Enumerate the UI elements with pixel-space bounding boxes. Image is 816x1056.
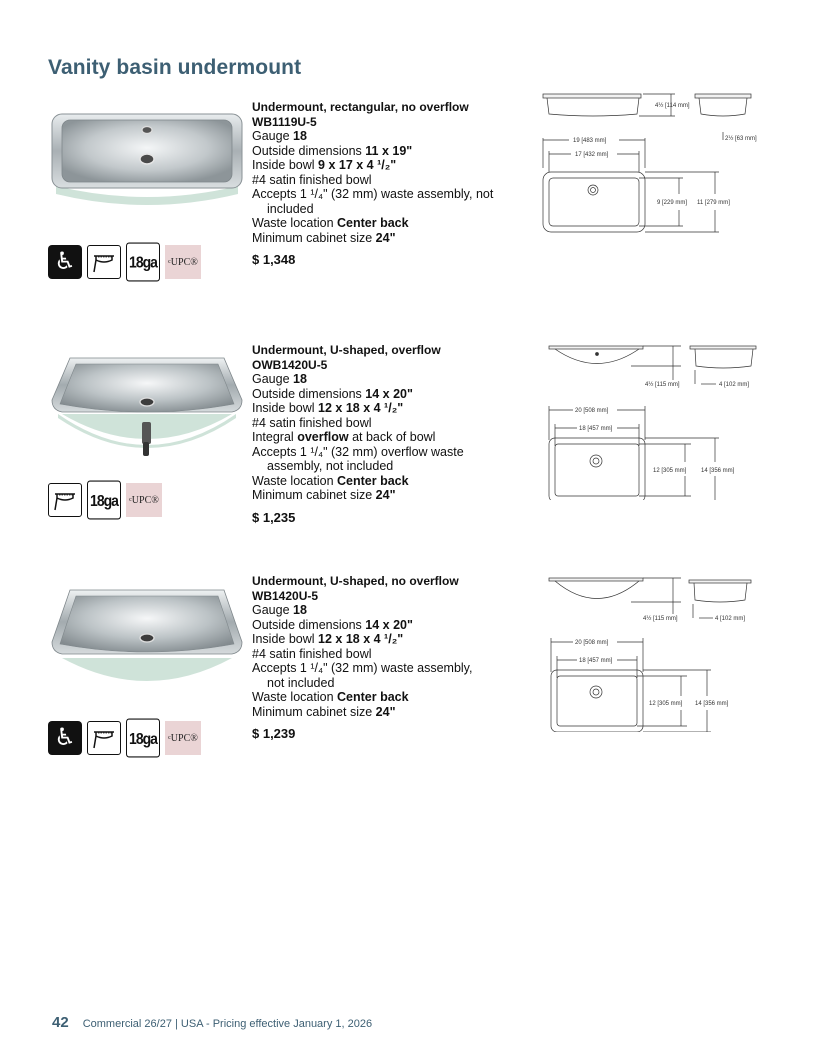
- svg-text:20 [508 mm]: 20 [508 mm]: [575, 640, 609, 646]
- wheelchair-accessible-icon: ♿: [48, 721, 82, 755]
- undermount-icon: [87, 721, 121, 755]
- spec-cabinet-size: Minimum cabinet size 24": [252, 488, 396, 502]
- dimension-drawing: [535, 88, 775, 248]
- upc-certification-icon: c UPC®: [165, 721, 201, 755]
- certification-badges: [48, 720, 201, 756]
- svg-text:4½ [115 mm]: 4½ [115 mm]: [645, 382, 680, 388]
- product-price: $ 1,348: [252, 252, 296, 267]
- spec-accepts-continued: included: [267, 201, 314, 216]
- svg-text:4 [102 mm]: 4 [102 mm]: [719, 382, 750, 388]
- svg-text:4½ [115 mm]: 4½ [115 mm]: [643, 616, 678, 622]
- svg-text:4 [102 mm]: 4 [102 mm]: [715, 616, 746, 622]
- spec-accepts-continued: not included: [267, 675, 335, 690]
- spec-overflow: Integral overflow at back of bowl: [252, 430, 436, 444]
- product-specs: [252, 574, 522, 719]
- gauge-18ga-icon: 18ga: [87, 480, 121, 519]
- spec-waste-location: Waste location Center back: [252, 690, 409, 704]
- product-specs: [252, 343, 522, 503]
- product-price: $ 1,235: [252, 510, 296, 525]
- product-title: Undermount, U-shaped, overflow: [252, 343, 441, 357]
- page-title: Vanity basin undermount: [48, 56, 302, 79]
- product-specs: [252, 100, 522, 245]
- spec-finish: #4 satin finished bowl: [252, 646, 372, 661]
- spec-outside-dimensions: Outside dimensions 14 x 20": [252, 617, 413, 632]
- spec-outside-dimensions: Outside dimensions 14 x 20": [252, 386, 413, 401]
- undermount-icon: [48, 483, 82, 517]
- certification-badges: [48, 482, 162, 518]
- spec-accepts-continued: assembly, not included: [267, 459, 394, 473]
- product-sku: WB1119U-5: [252, 114, 317, 129]
- dimension-drawing: [535, 572, 775, 732]
- upc-certification-icon: c UPC®: [126, 483, 162, 517]
- svg-text:4½ [114 mm]: 4½ [114 mm]: [655, 103, 690, 109]
- upc-certification-icon: c UPC®: [165, 245, 201, 279]
- product-price: $ 1,239: [252, 726, 296, 741]
- spec-accepts: Accepts 1 ¹/₄" (32 mm) overflow waste: [252, 444, 464, 459]
- svg-text:12 [305 mm]: 12 [305 mm]: [653, 468, 687, 474]
- product-sku: WB1420U-5: [252, 588, 319, 603]
- spec-waste-location: Waste location Center back: [252, 216, 409, 230]
- gauge-18ga-icon: 18ga: [126, 718, 160, 757]
- undermount-icon: [87, 245, 121, 279]
- footer-text: Commercial 26/27 | USA - Pricing effective January 1, 2026: [82, 1018, 373, 1030]
- page-number: 42: [52, 1014, 69, 1031]
- spec-inside-bowl: Inside bowl 12 x 18 x 4 ¹/₂": [252, 632, 404, 646]
- product-photo-u-shaped-overflow-basin: [48, 348, 246, 468]
- product-photo-rectangular-basin: [48, 108, 246, 228]
- svg-text:18 [457 mm]: 18 [457 mm]: [579, 658, 613, 664]
- spec-finish: #4 satin finished bowl: [252, 415, 372, 430]
- spec-gauge: Gauge 18: [252, 603, 307, 617]
- svg-text:19 [483 mm]: 19 [483 mm]: [573, 138, 607, 144]
- svg-text:20 [508 mm]: 20 [508 mm]: [575, 408, 609, 414]
- svg-text:18 [457 mm]: 18 [457 mm]: [579, 426, 613, 432]
- svg-text:2½ [63 mm]: 2½ [63 mm]: [725, 136, 757, 142]
- wheelchair-accessible-icon: ♿: [48, 245, 82, 279]
- product-sku: OWB1420U-5: [252, 357, 328, 372]
- spec-inside-bowl: Inside bowl 9 x 17 x 4 ¹/₂": [252, 158, 397, 172]
- product-photo-u-shaped-basin: [48, 580, 246, 700]
- spec-cabinet-size: Minimum cabinet size 24": [252, 704, 396, 719]
- spec-accepts: Accepts 1 ¹/₄" (32 mm) waste assembly, not: [252, 187, 494, 201]
- svg-text:14 [356 mm]: 14 [356 mm]: [701, 468, 735, 474]
- product-title: Undermount, rectangular, no overflow: [252, 100, 469, 114]
- spec-cabinet-size: Minimum cabinet size 24": [252, 230, 396, 245]
- spec-finish: #4 satin finished bowl: [252, 172, 372, 187]
- svg-text:9 [229 mm]: 9 [229 mm]: [657, 200, 688, 206]
- spec-waste-location: Waste location Center back: [252, 473, 409, 488]
- certification-badges: [48, 244, 201, 280]
- spec-gauge: Gauge 18: [252, 129, 307, 143]
- spec-inside-bowl: Inside bowl 12 x 18 x 4 ¹/₂": [252, 401, 404, 415]
- spec-accepts: Accepts 1 ¹/₄" (32 mm) waste assembly,: [252, 661, 473, 675]
- svg-text:11 [279 mm]: 11 [279 mm]: [697, 200, 730, 206]
- page-footer: [52, 1014, 372, 1031]
- product-title: Undermount, U-shaped, no overflow: [252, 574, 459, 588]
- dimension-drawing: [535, 340, 775, 500]
- spec-outside-dimensions: Outside dimensions 11 x 19": [252, 143, 413, 158]
- svg-text:14 [356 mm]: 14 [356 mm]: [695, 701, 729, 707]
- spec-gauge: Gauge 18: [252, 372, 307, 386]
- svg-text:17 [432 mm]: 17 [432 mm]: [575, 152, 609, 158]
- gauge-18ga-icon: 18ga: [126, 242, 160, 281]
- svg-text:12 [305 mm]: 12 [305 mm]: [649, 701, 683, 707]
